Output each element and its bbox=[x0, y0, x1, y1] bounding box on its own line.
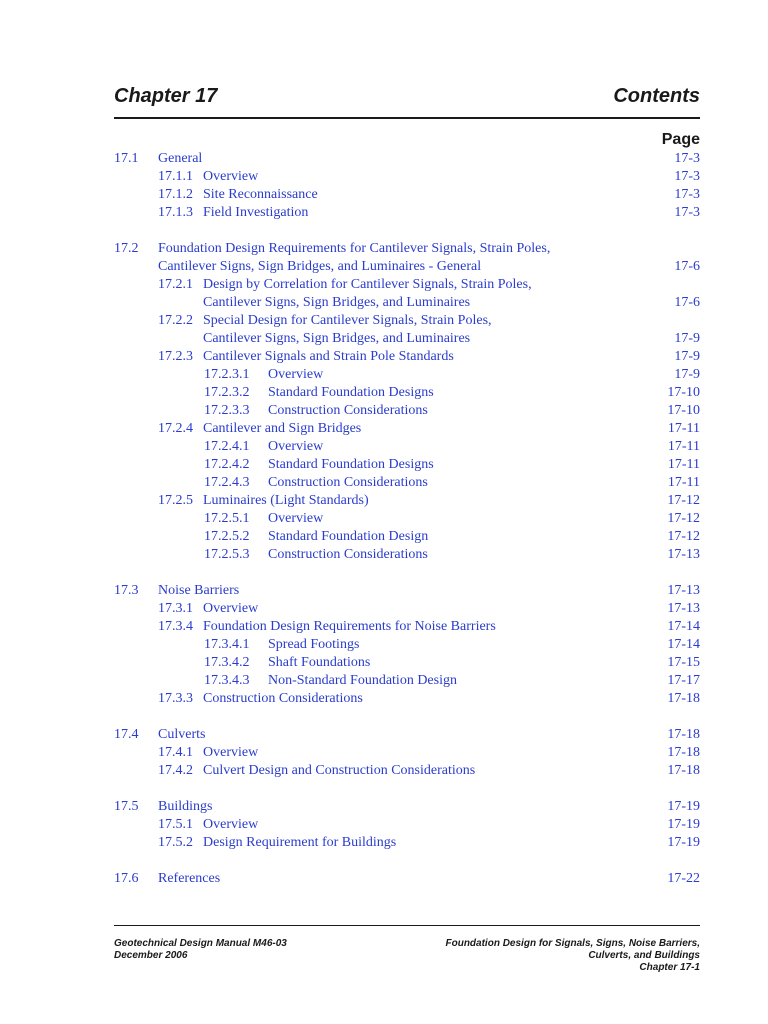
toc-entry[interactable] bbox=[114, 834, 700, 852]
toc-entry-number: 17.2.1 bbox=[158, 277, 193, 292]
toc-entry-page[interactable]: 17-18 bbox=[667, 745, 700, 760]
toc-entry-title[interactable]: Buildings bbox=[158, 799, 213, 814]
toc-entry[interactable] bbox=[114, 690, 700, 708]
toc-entry[interactable] bbox=[114, 240, 700, 258]
toc-entry-title[interactable]: Overview bbox=[203, 745, 259, 760]
toc-entry[interactable] bbox=[114, 762, 700, 780]
toc-entry[interactable] bbox=[114, 600, 700, 618]
toc-entry-number: 17.2.5.2 bbox=[204, 529, 250, 544]
toc-entry-title[interactable]: Non-Standard Foundation Design bbox=[268, 673, 457, 688]
footer-manual-title: Geotechnical Design Manual M46-03 bbox=[114, 938, 287, 949]
toc-entry-number: 17.6 bbox=[114, 871, 139, 886]
toc-entry-title[interactable]: Construction Considerations bbox=[268, 475, 428, 490]
toc-entry-number: 17.2.3.1 bbox=[204, 367, 250, 382]
toc-entry-number: 17.5 bbox=[114, 799, 139, 814]
toc-entry[interactable] bbox=[114, 330, 700, 348]
toc-entry-page[interactable]: 17-15 bbox=[667, 655, 700, 670]
toc-entry-page[interactable]: 17-3 bbox=[674, 205, 700, 220]
toc-entry[interactable] bbox=[114, 456, 700, 474]
toc-entry-title[interactable]: Cantilever Signals and Strain Pole Standards bbox=[203, 349, 454, 364]
toc-entry-number: 17.3.4.2 bbox=[204, 655, 250, 670]
toc-entry-title[interactable]: General bbox=[158, 151, 203, 166]
toc-entry-number: 17.4 bbox=[114, 727, 139, 742]
page-header bbox=[114, 85, 700, 115]
toc-entry-page[interactable]: 17-14 bbox=[667, 637, 700, 652]
toc-entry[interactable] bbox=[114, 528, 700, 546]
toc-entry-page[interactable]: 17-11 bbox=[667, 475, 700, 490]
toc-entry-number: 17.5.1 bbox=[158, 817, 193, 832]
toc-entry[interactable] bbox=[114, 276, 700, 294]
toc-entry-title[interactable]: Special Design for Cantilever Signals, Strain Poles, bbox=[203, 313, 492, 328]
toc-entry-number: 17.2.4.2 bbox=[204, 457, 250, 472]
toc-spacer bbox=[114, 852, 700, 870]
toc-entry[interactable] bbox=[114, 582, 700, 600]
footer-section-title-cont: Culverts, and Buildings bbox=[588, 950, 700, 961]
toc-entry-number: 17.2.4.1 bbox=[204, 439, 250, 454]
toc-entry-title[interactable]: Construction Considerations bbox=[203, 691, 363, 706]
toc-entry-page[interactable]: 17-18 bbox=[667, 727, 700, 742]
toc-entry-number: 17.3.3 bbox=[158, 691, 193, 706]
toc-entry-number: 17.1.3 bbox=[158, 205, 193, 220]
toc-entry-title[interactable]: Foundation Design Requirements for Cantilever Signals, Strain Poles, bbox=[158, 241, 551, 256]
toc-entry-number: 17.4.1 bbox=[158, 745, 193, 760]
toc-entry[interactable] bbox=[114, 654, 700, 672]
toc-entry[interactable] bbox=[114, 312, 700, 330]
toc-entry[interactable] bbox=[114, 348, 700, 366]
toc-entry-title[interactable]: Field Investigation bbox=[203, 205, 309, 220]
toc-entry-title[interactable]: Cantilever Signs, Sign Bridges, and Luminaires - General bbox=[158, 259, 482, 274]
toc-entry-page[interactable]: 17-11 bbox=[667, 421, 700, 436]
toc-entry-number: 17.3.4 bbox=[158, 619, 193, 634]
toc-entry[interactable] bbox=[114, 816, 700, 834]
toc-entry-title[interactable]: References bbox=[158, 871, 221, 886]
toc-entry-page[interactable]: 17-13 bbox=[667, 583, 700, 598]
toc-entry-title[interactable]: Overview bbox=[268, 511, 324, 526]
toc-spacer bbox=[114, 708, 700, 726]
toc-entry-page[interactable]: 17-9 bbox=[674, 349, 700, 364]
toc-entry[interactable] bbox=[114, 672, 700, 690]
toc-entry-number: 17.2.2 bbox=[158, 313, 193, 328]
toc-entry[interactable] bbox=[114, 204, 700, 222]
toc-entry[interactable] bbox=[114, 474, 700, 492]
toc-entry-title[interactable]: Standard Foundation Designs bbox=[268, 457, 434, 472]
toc-entry[interactable] bbox=[114, 492, 700, 510]
toc-entry-title[interactable]: Construction Considerations bbox=[268, 547, 428, 562]
page-column-header: Page bbox=[661, 131, 700, 148]
footer-rule bbox=[114, 925, 700, 926]
toc-entry-number: 17.2.3.2 bbox=[204, 385, 250, 400]
toc-entry-page[interactable]: 17-22 bbox=[667, 871, 700, 886]
toc-entry[interactable] bbox=[114, 168, 700, 186]
toc-entry-number: 17.2.3.3 bbox=[204, 403, 250, 418]
toc-entry-number: 17.1.1 bbox=[158, 169, 193, 184]
toc-entry-title[interactable]: Culverts bbox=[158, 727, 206, 742]
toc-entry-page[interactable]: 17-17 bbox=[667, 673, 700, 688]
contents-title: Contents bbox=[613, 85, 700, 107]
toc-entry-page[interactable]: 17-9 bbox=[674, 331, 700, 346]
toc-spacer bbox=[114, 564, 700, 582]
toc-entry-title[interactable]: Luminaires (Light Standards) bbox=[203, 493, 369, 508]
toc-entry[interactable] bbox=[114, 366, 700, 384]
toc-entry-page[interactable]: 17-19 bbox=[667, 817, 700, 832]
toc-entry[interactable] bbox=[114, 150, 700, 168]
toc-entry-title[interactable]: Overview bbox=[203, 601, 259, 616]
toc-entry-number: 17.2.5 bbox=[158, 493, 193, 508]
toc-entry[interactable] bbox=[114, 618, 700, 636]
toc-entry[interactable] bbox=[114, 744, 700, 762]
toc-entry-page[interactable]: 17-3 bbox=[674, 151, 700, 166]
footer-page-number: Chapter 17-1 bbox=[639, 962, 700, 973]
toc-entry-title[interactable]: Overview bbox=[203, 817, 259, 832]
toc-entry[interactable] bbox=[114, 186, 700, 204]
toc-entry-page[interactable]: 17-14 bbox=[667, 619, 700, 634]
toc-entry-title[interactable]: Foundation Design Requirements for Noise Barriers bbox=[203, 619, 496, 634]
header-rule bbox=[114, 117, 700, 119]
toc-entry-number: 17.3 bbox=[114, 583, 139, 598]
toc-entry-page[interactable]: 17-9 bbox=[674, 367, 700, 382]
toc-entry-title[interactable]: Culvert Design and Construction Considerations bbox=[203, 763, 476, 778]
footer-right bbox=[446, 938, 701, 974]
toc-entry-page[interactable]: 17-19 bbox=[667, 835, 700, 850]
toc-entry-title[interactable]: Design by Correlation for Cantilever Signals, Strain Poles, bbox=[203, 277, 532, 292]
toc-entry[interactable] bbox=[114, 636, 700, 654]
toc-entry-title[interactable]: Cantilever Signs, Sign Bridges, and Luminaires bbox=[203, 331, 471, 346]
toc-entry-title[interactable]: Standard Foundation Designs bbox=[268, 385, 434, 400]
toc-spacer bbox=[114, 780, 700, 798]
toc-entry-page[interactable]: 17-6 bbox=[674, 259, 700, 274]
toc-entry-page[interactable]: 17-13 bbox=[667, 601, 700, 616]
toc-entry[interactable] bbox=[114, 438, 700, 456]
toc-entry-title[interactable]: Overview bbox=[203, 169, 259, 184]
toc-entry-page[interactable]: 17-18 bbox=[667, 763, 700, 778]
toc-entry-number: 17.3.1 bbox=[158, 601, 193, 616]
toc-spacer bbox=[114, 222, 700, 240]
toc-entry[interactable] bbox=[114, 294, 700, 312]
toc-entry-page[interactable]: 17-6 bbox=[674, 295, 700, 310]
toc-entry[interactable] bbox=[114, 420, 700, 438]
toc-entry-number: 17.2.4 bbox=[158, 421, 193, 436]
toc-entry-number: 17.2.3 bbox=[158, 349, 193, 364]
toc-entry-page[interactable]: 17-11 bbox=[667, 439, 700, 454]
toc-entry-number: 17.1.2 bbox=[158, 187, 193, 202]
chapter-title: Chapter 17 bbox=[114, 85, 218, 107]
toc-entry-page[interactable]: 17-13 bbox=[667, 547, 700, 562]
toc-entry-title[interactable]: Noise Barriers bbox=[158, 583, 240, 598]
footer-date: December 2006 bbox=[114, 950, 188, 961]
toc-entry-number: 17.4.2 bbox=[158, 763, 193, 778]
toc-entry-number: 17.1 bbox=[114, 151, 139, 166]
footer-section-title: Foundation Design for Signals, Signs, Noise Barriers, bbox=[445, 938, 700, 949]
toc-entry-number: 17.5.2 bbox=[158, 835, 193, 850]
footer-left bbox=[114, 938, 287, 962]
toc-entry[interactable] bbox=[114, 798, 700, 816]
toc-entry-title[interactable]: Site Reconnaissance bbox=[203, 187, 318, 202]
toc-entry-number: 17.3.4.1 bbox=[204, 637, 250, 652]
table-of-contents bbox=[114, 150, 700, 888]
toc-entry-number: 17.2.5.1 bbox=[204, 511, 250, 526]
toc-entry[interactable] bbox=[114, 384, 700, 402]
toc-entry-title[interactable]: Shaft Foundations bbox=[268, 655, 371, 670]
toc-entry[interactable] bbox=[114, 726, 700, 744]
toc-entry-page[interactable]: 17-3 bbox=[674, 169, 700, 184]
toc-entry[interactable] bbox=[114, 546, 700, 564]
toc-entry-title[interactable]: Spread Footings bbox=[268, 637, 360, 652]
toc-entry[interactable] bbox=[114, 258, 700, 276]
toc-entry-page[interactable]: 17-12 bbox=[667, 529, 700, 544]
toc-entry-title[interactable]: Overview bbox=[268, 367, 324, 382]
toc-entry[interactable] bbox=[114, 510, 700, 528]
toc-entry-title[interactable]: Overview bbox=[268, 439, 324, 454]
toc-entry-page[interactable]: 17-10 bbox=[667, 403, 700, 418]
toc-entry-title[interactable]: Standard Foundation Design bbox=[268, 529, 429, 544]
toc-entry-page[interactable]: 17-10 bbox=[667, 385, 700, 400]
toc-entry-page[interactable]: 17-19 bbox=[667, 799, 700, 814]
toc-entry-title[interactable]: Construction Considerations bbox=[268, 403, 428, 418]
toc-entry-number: 17.2 bbox=[114, 241, 139, 256]
toc-entry-page[interactable]: 17-12 bbox=[667, 511, 700, 526]
toc-entry-page[interactable]: 17-18 bbox=[667, 691, 700, 706]
toc-entry-title[interactable]: Cantilever and Sign Bridges bbox=[203, 421, 362, 436]
toc-entry-page[interactable]: 17-11 bbox=[667, 457, 700, 472]
toc-entry-title[interactable]: Design Requirement for Buildings bbox=[203, 835, 397, 850]
toc-entry-number: 17.3.4.3 bbox=[204, 673, 250, 688]
toc-entry[interactable] bbox=[114, 870, 700, 888]
toc-entry-number: 17.2.4.3 bbox=[204, 475, 250, 490]
toc-entry-page[interactable]: 17-12 bbox=[667, 493, 700, 508]
toc-entry-number: 17.2.5.3 bbox=[204, 547, 250, 562]
toc-entry[interactable] bbox=[114, 402, 700, 420]
toc-entry-page[interactable]: 17-3 bbox=[674, 187, 700, 202]
toc-entry-title[interactable]: Cantilever Signs, Sign Bridges, and Luminaires bbox=[203, 295, 471, 310]
